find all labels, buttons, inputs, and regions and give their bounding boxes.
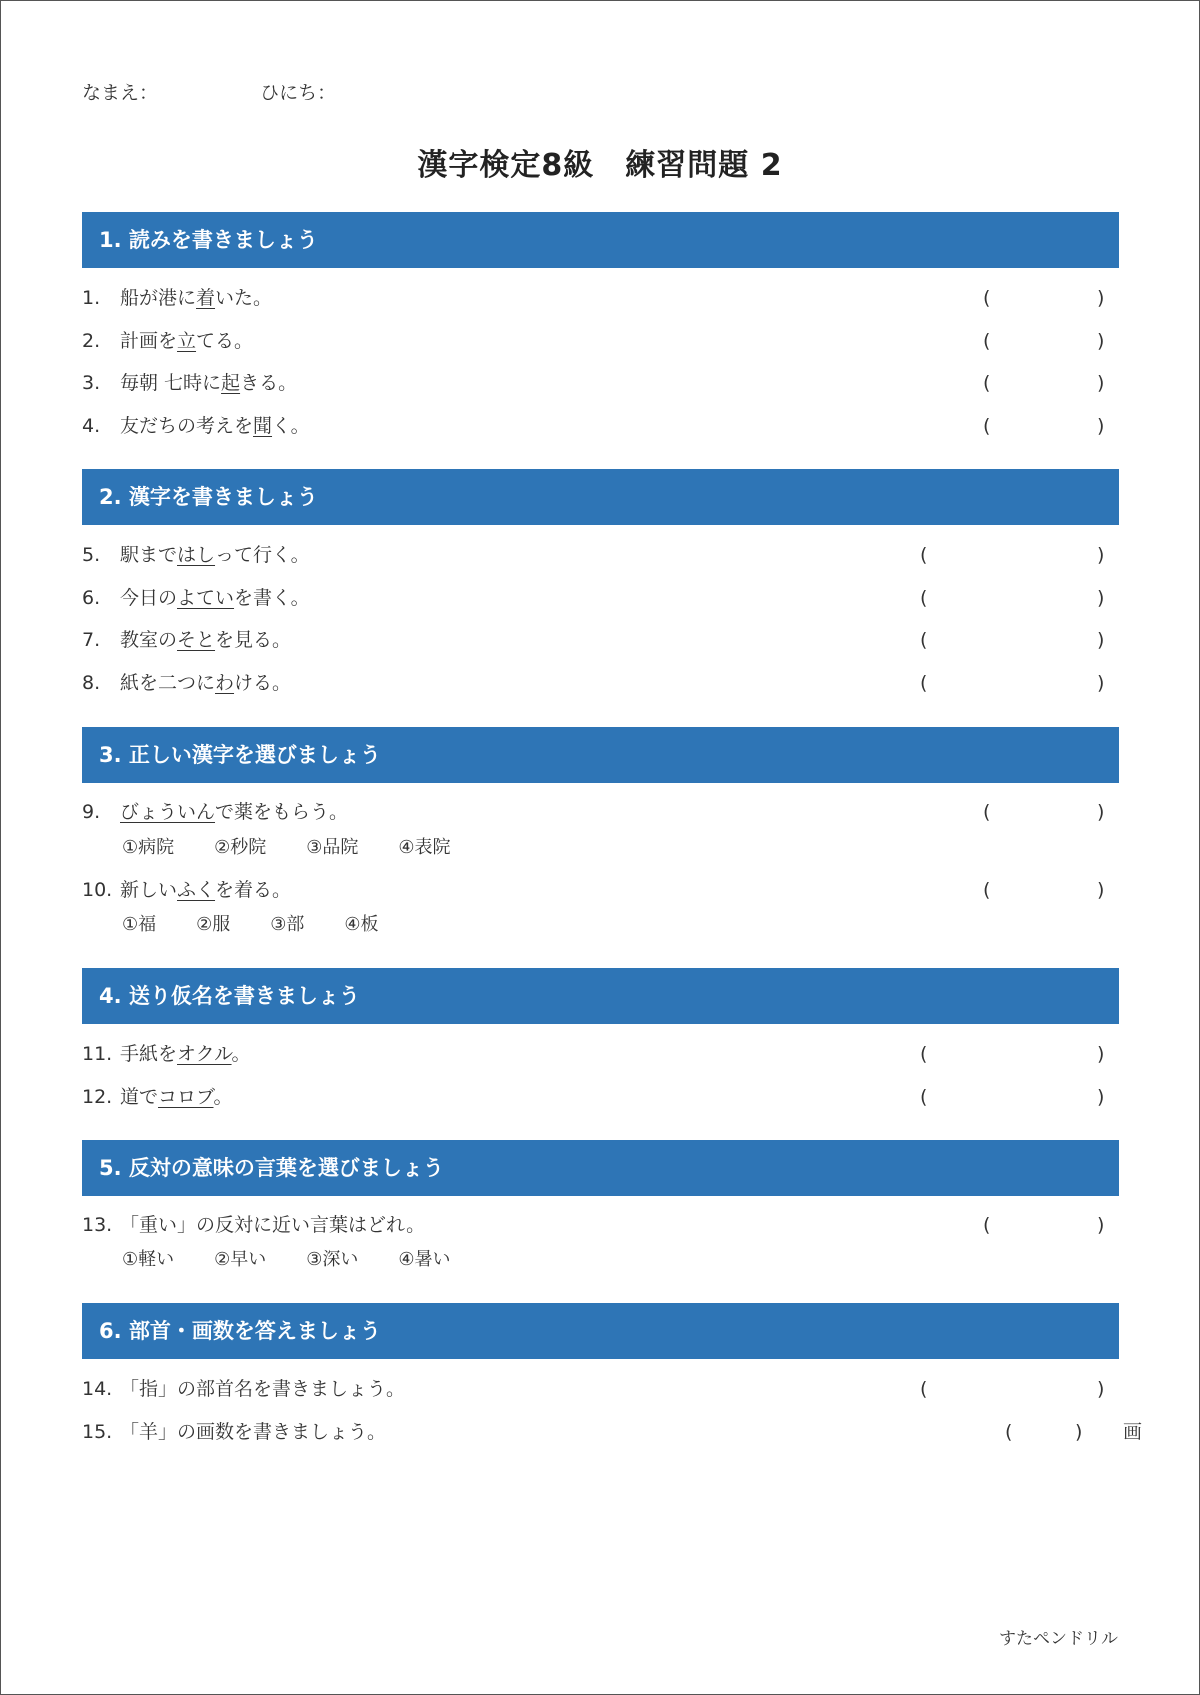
choice-q9-2: ②秒院 [214, 837, 267, 858]
choice-q10-2: ②服 [196, 914, 231, 935]
section-header-1: 1. 読みを書きましょう [82, 212, 1119, 268]
question-9: 9. びょういんで薬をもらう。 [82, 801, 349, 823]
section-header-2: 2. 漢字を書きましょう [82, 469, 1119, 525]
question-11: 11. 手紙をオクル。 [82, 1043, 251, 1065]
choices-q10 [122, 912, 419, 938]
answer-close-10: ) [1097, 879, 1105, 901]
question-10: 10. 新しいふくを着る。 [82, 879, 292, 901]
answer-close-7: ) [1097, 629, 1105, 651]
answer-close-8: ) [1097, 672, 1105, 694]
stroke-count-unit: 画 [1123, 1421, 1143, 1443]
footer-brand: すたペンドリル [999, 1629, 1118, 1649]
answer-open-11: ( [920, 1043, 928, 1065]
question-6: 6. 今日のよていを書く。 [82, 587, 310, 609]
answer-close-15: ) [1075, 1421, 1083, 1443]
page-title: 漢字検定8級 練習問題 2 [417, 148, 783, 183]
answer-close-2: ) [1097, 330, 1105, 352]
answer-close-6: ) [1097, 587, 1105, 609]
answer-close-9: ) [1097, 801, 1105, 823]
question-3: 3. 毎朝 七時に起きる。 [82, 372, 298, 394]
answer-close-14: ) [1097, 1378, 1105, 1400]
choice-q9-1: ①病院 [122, 837, 175, 858]
answer-close-4: ) [1097, 415, 1105, 437]
question-13: 13. 「重い」の反対に近い言葉はどれ。 [82, 1214, 426, 1236]
choices-q9 [122, 835, 491, 861]
question-2: 2. 計画を立てる。 [82, 330, 254, 352]
choice-q9-4: ④表院 [398, 837, 451, 858]
question-4: 4. 友だちの考えを聞く。 [82, 415, 310, 437]
answer-open-10: ( [983, 879, 991, 901]
choice-q10-1: ①福 [122, 914, 157, 935]
answer-close-5: ) [1097, 544, 1105, 566]
answer-open-2: ( [983, 330, 991, 352]
question-8: 8. 紙を二つにわける。 [82, 672, 292, 694]
answer-open-6: ( [920, 587, 928, 609]
section-header-5: 5. 反対の意味の言葉を選びましょう [82, 1140, 1119, 1196]
section-header-3: 3. 正しい漢字を選びましょう [82, 727, 1119, 783]
name-label: なまえ： [82, 82, 159, 104]
choices-q13 [122, 1247, 491, 1273]
answer-open-7: ( [920, 629, 928, 651]
section-header-4: 4. 送り仮名を書きましょう [82, 968, 1119, 1024]
date-label: ひにち： [260, 82, 337, 104]
answer-open-9: ( [983, 801, 991, 823]
answer-close-1: ) [1097, 287, 1105, 309]
question-1: 1. 船が港に着いた。 [82, 287, 273, 309]
choice-q13-4: ④暑い [398, 1249, 451, 1270]
answer-open-3: ( [983, 372, 991, 394]
answer-open-13: ( [983, 1214, 991, 1236]
choice-q9-3: ③品院 [306, 837, 359, 858]
question-7: 7. 教室のそとを見る。 [82, 629, 292, 651]
answer-close-13: ) [1097, 1214, 1105, 1236]
section-header-6: 6. 部首・画数を答えましょう [82, 1303, 1119, 1359]
answer-open-15: ( [1005, 1421, 1013, 1443]
choice-q10-4: ④板 [344, 914, 379, 935]
question-12: 12. 道でコロブ。 [82, 1086, 233, 1108]
choice-q13-2: ②早い [214, 1249, 267, 1270]
question-15: 15. 「羊」の画数を書きましょう。 [82, 1421, 387, 1443]
question-5: 5. 駅まではしって行く。 [82, 544, 310, 566]
question-14: 14. 「指」の部首名を書きましょう。 [82, 1378, 406, 1400]
answer-close-11: ) [1097, 1043, 1105, 1065]
answer-open-14: ( [920, 1378, 928, 1400]
answer-close-12: ) [1097, 1086, 1105, 1108]
answer-open-12: ( [920, 1086, 928, 1108]
choice-q13-3: ③深い [306, 1249, 359, 1270]
answer-open-4: ( [983, 415, 991, 437]
answer-close-3: ) [1097, 372, 1105, 394]
answer-open-1: ( [983, 287, 991, 309]
header-fields [82, 78, 336, 105]
choice-q10-3: ③部 [270, 914, 305, 935]
answer-open-8: ( [920, 672, 928, 694]
choice-q13-1: ①軽い [122, 1249, 175, 1270]
answer-open-5: ( [920, 544, 928, 566]
